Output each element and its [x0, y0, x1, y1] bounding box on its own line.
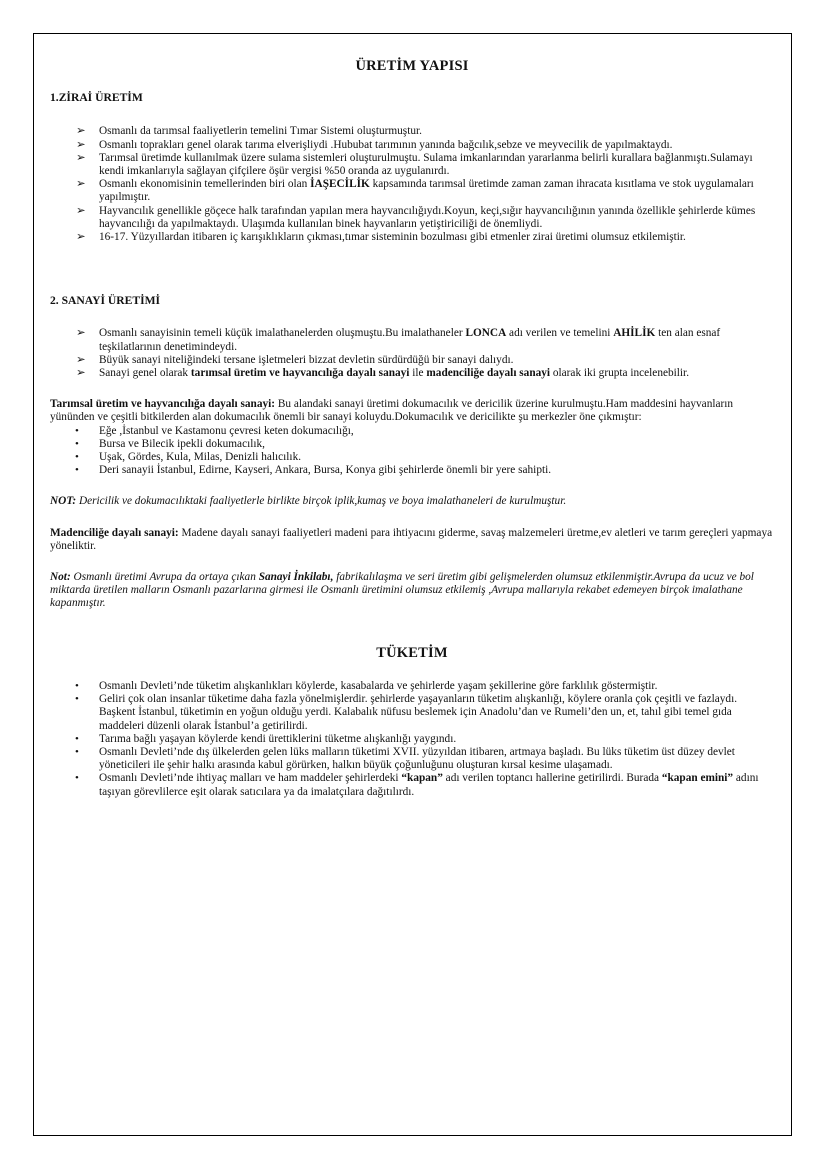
- dot-bullet-icon: •: [75, 732, 79, 745]
- section-heading-zirai: 1.ZİRAİ ÜRETİM: [50, 91, 143, 105]
- dot-bullet-icon: •: [75, 464, 79, 477]
- list-item: ➢ Sanayi genel olarak tarımsal üretim ve hayvancılığa dayalı sanayi ile madenciliğe dayalı sanayi olarak iki grupta incelenebilir.: [76, 367, 690, 380]
- list-item: • Deri sanayii İstanbul, Edirne, Kayseri, Ankara, Bursa, Konya gibi şehirlerde önemli bir yere sahipti.: [75, 464, 552, 477]
- arrow-bullet-icon: ➢: [76, 125, 86, 138]
- section-heading-sanayi: 2. SANAYİ ÜRETİMİ: [50, 294, 161, 308]
- arrow-bullet-icon: ➢: [76, 178, 86, 191]
- list-item: • Osmanlı Devleti’nde dış ülkelerden gelen lüks malların tüketimi XVII. yüzyıldan itibaren, artmaya başladı. Bu lüks tüketim üst düzey devlet yöneticileri ile şehir halkı arasında kabul görürken, halkın büyük çoğunluğunu oluşturan kırsal kesime ulaşamadı.: [75, 745, 735, 772]
- list-item: ➢ Osmanlı da tarımsal faaliyetlerin temelini Tımar Sistemi oluşturmuştur.: [76, 125, 422, 138]
- centers-list: [50, 425, 774, 478]
- list-item: ➢ Osmanlı toprakları genel olarak tarıma elverişliydi .Hububat tarımının yanında bağcılık,sebze ve meyvecilik de yapılmaktaydı.: [76, 138, 673, 151]
- dot-bullet-icon: •: [75, 679, 79, 692]
- dot-bullet-icon: •: [75, 437, 79, 450]
- zirai-list: [50, 125, 774, 244]
- list-item: ➢ Tarımsal üretimde kullanılmak üzere sulama sistemleri oluşturulmuştu. Sulama imkanlarından yararlanma belirli kurallara bağlanmıştı.Sulamayı kendi imkanlarıyla sağlayan çifçilere öşür vergisi %50 oranda az uygulanırdı.: [76, 151, 753, 178]
- sanayi-list: [50, 327, 774, 380]
- dot-bullet-icon: •: [75, 745, 79, 758]
- maden-paragraph: Madenciliğe dayalı sanayi: Madene dayalı sanayi faaliyetleri madeni para ihtiyacını giderme, savaş malzemeleri üretme,ev aletleri ve tarım gereçleri yapmaya yöneliktir.: [50, 526, 773, 552]
- tuketim-list: [50, 680, 774, 799]
- list-item: • Tarıma bağlı yaşayan köylerde kendi ürettiklerini tüketme alışkanlığı yaygındı.: [75, 732, 457, 745]
- arrow-bullet-icon: ➢: [76, 327, 86, 340]
- list-item: ➢ 16-17. Yüzyıllardan itibaren iç karışıklıkların çıkması,tımar sisteminin bozulması gibi etmenler zirai üretimi olumsuz etkilemiştir.: [76, 231, 686, 244]
- arrow-bullet-icon: ➢: [76, 231, 86, 244]
- list-item: ➢ Büyük sanayi niteliğindeki tersane işletmeleri bizzat devletin sürdürdüğü bir sanayi dalıydı.: [76, 353, 514, 366]
- list-item: ➢ Osmanlı ekonomisinin temellerinden biri olan İAŞECİLİK kapsamında tarımsal üretimde zaman zaman ihracata kısıtlama ve stok uygulamaları yapılmıştır.: [76, 178, 754, 204]
- list-item: • Bursa ve Bilecik ipekli dokumacılık,: [75, 437, 265, 450]
- dot-bullet-icon: •: [75, 693, 79, 706]
- list-item: • Uşak, Gördes, Kula, Milas, Denizli halıcılık.: [75, 451, 302, 464]
- dot-bullet-icon: •: [75, 424, 79, 437]
- document-body: [50, 60, 774, 799]
- dot-bullet-icon: •: [75, 772, 79, 785]
- tarimsal-paragraph: Tarımsal üretim ve hayvancılığa dayalı sanayi: Bu alandaki sanayi üretimi dokumacılık ve dericilik üzerine kurulmuştu.Ham maddesini hayvanların yününden ve çeşitli bitkilerden alan dokumacılık önemli bir sanayi koluydu.Dokumacılık ve dericilikte şu merkezler öne çıkmıştır:: [50, 398, 734, 424]
- section-heading-tuketim: TÜKETİM: [376, 644, 448, 661]
- arrow-bullet-icon: ➢: [76, 138, 86, 151]
- arrow-bullet-icon: ➢: [76, 204, 86, 217]
- list-item: • Osmanlı Devleti’nde tüketim alışkanlıkları köylerde, kasabalarda ve şehirlerde yaşam şekillerine göre farklılık göstermiştir.: [75, 679, 658, 692]
- dot-bullet-icon: •: [75, 451, 79, 464]
- arrow-bullet-icon: ➢: [76, 151, 86, 164]
- not-paragraph-1: NOT: Dericilik ve dokumacılıktaki faaliyetlerle birlikte birçok iplik,kumaş ve boya imalathaneleri de kurulmuştur.: [50, 495, 567, 508]
- list-item: • Osmanlı Devleti’nde ihtiyaç malları ve ham maddeler şehirlerdeki “kapan” adı verilen toptancı hallerine getirilirdi. Burada “kapan emini” adını taşıyan görevlilerce eşit olarak satıcılara ya da imalatçılara dağıtılırdı.: [75, 772, 759, 798]
- arrow-bullet-icon: ➢: [76, 367, 86, 380]
- list-item: ➢ Hayvancılık genellikle göçece halk tarafından yapılan mera hayvancılığıydı.Koyun, keçi,sığır hayvancılığının yanında özellikle şehirlerde kümes hayvancılığı da yapılmaktaydı. Ulaşımda kullanılan binek hayvanların yetiştiriciliği de önemliydi.: [76, 204, 756, 230]
- list-item: • Eğe ,İstanbul ve Kastamonu çevresi keten dokumacılığı,: [75, 424, 354, 437]
- list-item: • Geliri çok olan insanlar tüketime daha fazla yönelmişlerdir. şehirlerde yaşayanların tüketim alışkanlığı, köylere oranla çok çeşitli ve fazlaydı. Başkent İstanbul, tüketimin en yoğun olduğu yerdi. Kalabalık nüfusu beslemek için Anadolu’dan ve Rumeli’den un, et, tahıl gibi temel gıda maddeleri düzenli olarak İstanbul’a getirilirdi.: [75, 693, 738, 732]
- not-paragraph-2: Not: Osmanlı üretimi Avrupa da ortaya çıkan Sanayi İnkilabı, fabrikalılaşma ve seri üretim gibi gelişmelerden olumsuz etkilenmiştir.Avrupa da ucuz ve bol miktarda üretilen malların Osmanlı pazarlarına girmesi ile Osmanlı üretimini olumsuz etkilemiş ,Avrupa mallarıyla rekabet edemeyen birçok imalathane kapanmıştır.: [50, 571, 754, 610]
- list-item: ➢ Osmanlı sanayisinin temeli küçük imalathanelerden oluşmuştu.Bu imalathaneler LONCA adı verilen ve temelini AHİLİK ten alan esnaf teşkilatlarının denetimindeydi.: [76, 327, 721, 353]
- arrow-bullet-icon: ➢: [76, 353, 86, 366]
- page-title: ÜRETİM YAPISI: [355, 58, 469, 74]
